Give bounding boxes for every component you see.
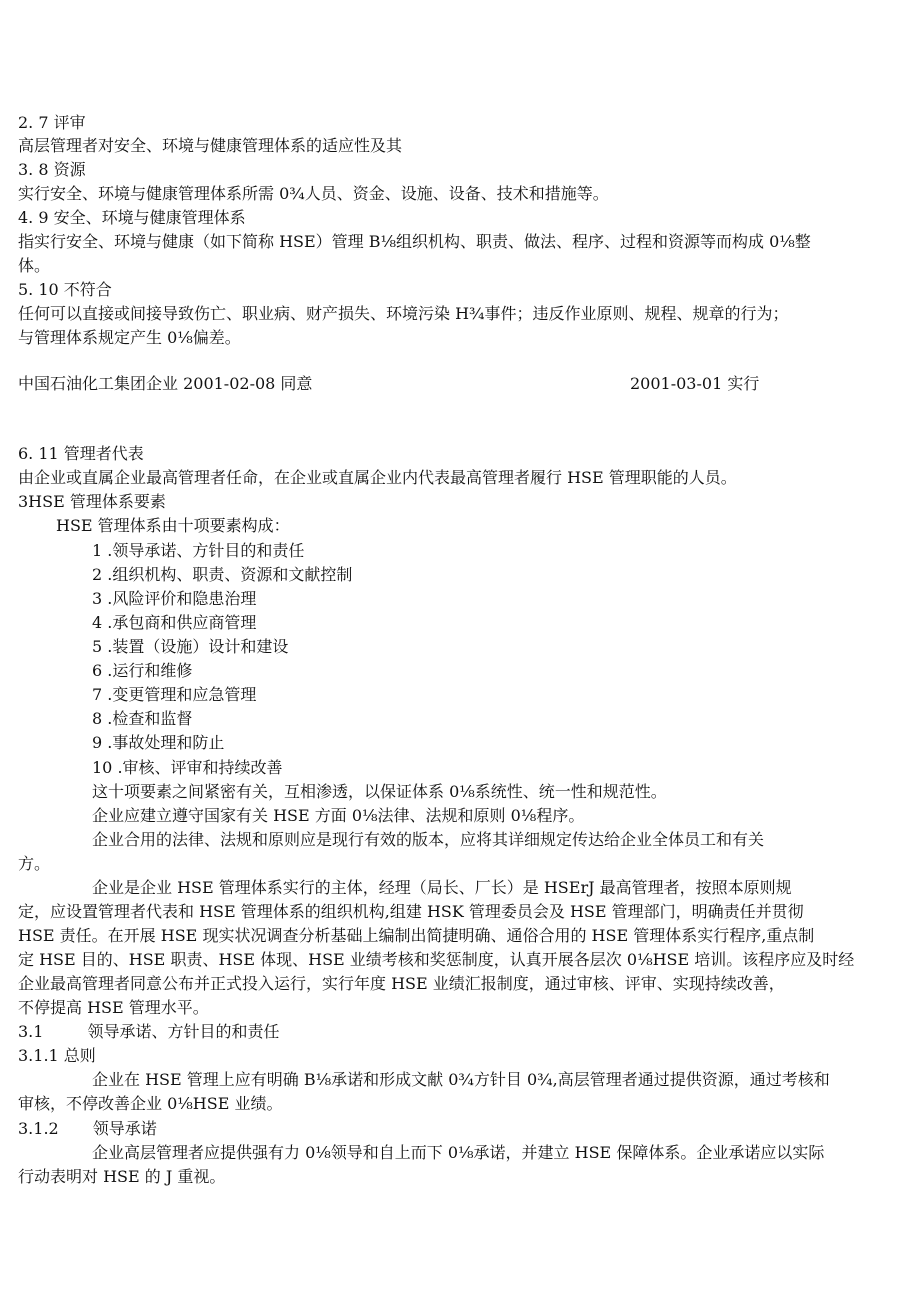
paragraph-leadership-cont: 行动表明对 HSE 的 J 重视。: [18, 1167, 226, 1186]
element-item: 10 .审核、评审和持续改善: [92, 758, 283, 777]
section-3-1-number: 3.1: [18, 1022, 44, 1041]
section-3-1-2-title: 领导承诺: [92, 1119, 157, 1138]
element-item: 1 .领导承诺、方针目的和责任: [92, 541, 305, 560]
section-3-1-1-heading: 3.1.1 总则: [18, 1046, 96, 1065]
clause-4-9-text: 指实行安全、环境与健康（如下简称 HSE）管理 B⅛组织机构、职责、做法、程序、过程和资源等而构成 0⅛整: [18, 232, 811, 251]
section-3-1-2-number: 3.1.2: [18, 1119, 59, 1138]
element-item: 2 .组织机构、职责、资源和文献控制: [92, 565, 353, 584]
element-item: 3 .风险评价和隐患治理: [92, 589, 257, 608]
paragraph-general-cont: 审核，不停改善企业 0⅛HSE 业绩。: [18, 1094, 283, 1113]
elements-intro: HSE 管理体系由十项要素构成：: [56, 516, 290, 535]
paragraph-main-body-cont: 不停提高 HSE 管理水平。: [18, 998, 209, 1017]
clause-4-9-heading: 4. 9 安全、环境与健康管理体系: [18, 208, 246, 227]
element-item: 5 .装置（设施）设计和建设: [92, 637, 289, 656]
paragraph-interrelation: 这十项要素之间紧密有关，互相渗透，以保证体系 0⅛系统性、统一性和规范性。: [92, 782, 667, 801]
paragraph-legal-procedure: 企业应建立遵守国家有关 HSE 方面 0⅛法律、法规和原则 0⅛程序。: [92, 806, 585, 825]
element-item: 8 .检查和监督: [92, 709, 193, 728]
section-3-1-title: 领导承诺、方针目的和责任: [87, 1022, 280, 1041]
section-3-1-2-heading: [18, 1117, 157, 1141]
paragraph-applicable-law: 企业合用的法律、法规和原则应是现行有效的版本，应将其详细规定传达给企业全体员工和有关: [92, 830, 765, 849]
element-item: 9 .事故处理和防止: [92, 733, 225, 752]
paragraph-main-body-cont: 定，应设置管理者代表和 HSE 管理体系的组织机构,组建 HSK 管理委员会及 HSE 管理部门，明确责任并贯彻: [18, 902, 804, 921]
clause-3-8-heading: 3. 8 资源: [18, 160, 86, 179]
element-item: 7 .变更管理和应急管理: [92, 685, 257, 704]
paragraph-main-body-cont: 企业最高管理者同意公布并正式投入运行，实行年度 HSE 业绩汇报制度，通过审核、评审、实现持续改善，: [18, 974, 785, 993]
clause-5-10-text: 任何可以直接或间接导致伤亡、职业病、财产损失、环境污染 H¾事件；违反作业原则、规程、规章的行为；: [18, 304, 789, 323]
clause-3-8-text: 实行安全、环境与健康管理体系所需 0¾人员、资金、设施、设备、技术和措施等。: [18, 184, 609, 203]
approval-line: 中国石油化工集团企业 2001-02-08 同意: [18, 374, 313, 393]
paragraph-main-body: 企业是企业 HSE 管理体系实行的主体，经理（局长、厂长）是 HSErJ 最高管理者，按照本原则规: [92, 878, 792, 897]
paragraph-leadership: 企业高层管理者应提供强有力 0⅛领导和自上而下 0⅛承诺，并建立 HSE 保障体系。企业承诺应以实际: [92, 1143, 825, 1162]
clause-2-7-heading: 2. 7 评审: [18, 113, 86, 132]
section-3-heading: 3HSE 管理体系要素: [18, 492, 166, 511]
paragraph-main-body-cont: 定 HSE 目的、HSE 职责、HSE 体现、HSE 业绩考核和奖惩制度，认真开展各层次 0⅛HSE 培训。该程序应及时经: [18, 950, 855, 969]
effective-date: 2001-03-01 实行: [630, 374, 760, 393]
section-3-1-heading: [18, 1020, 279, 1044]
paragraph-applicable-law-cont: 方。: [18, 854, 51, 873]
clause-5-10-text-cont: 与管理体系规定产生 0⅛偏差。: [18, 328, 241, 347]
paragraph-general: 企业在 HSE 管理上应有明确 B⅛承诺和形成文献 0¾方针目 0¾,高层管理者通过提供资源，通过考核和: [92, 1070, 830, 1089]
element-item: 6 .运行和维修: [92, 661, 193, 680]
clause-4-9-text-cont: 体。: [18, 256, 51, 275]
paragraph-main-body-cont: HSE 责任。在开展 HSE 现实状况调查分析基础上编制出简捷明确、通俗合用的 HSE 管理体系实行程序,重点制: [18, 926, 815, 945]
clause-6-11-text: 由企业或直属企业最高管理者任命，在企业或直属企业内代表最高管理者履行 HSE 管理职能的人员。: [18, 468, 737, 487]
clause-2-7-text: 高层管理者对安全、环境与健康管理体系的适应性及其: [18, 136, 403, 155]
element-item: 4 .承包商和供应商管理: [92, 613, 257, 632]
clause-5-10-heading: 5. 10 不符合: [18, 280, 112, 299]
clause-6-11-heading: 6. 11 管理者代表: [18, 444, 144, 463]
